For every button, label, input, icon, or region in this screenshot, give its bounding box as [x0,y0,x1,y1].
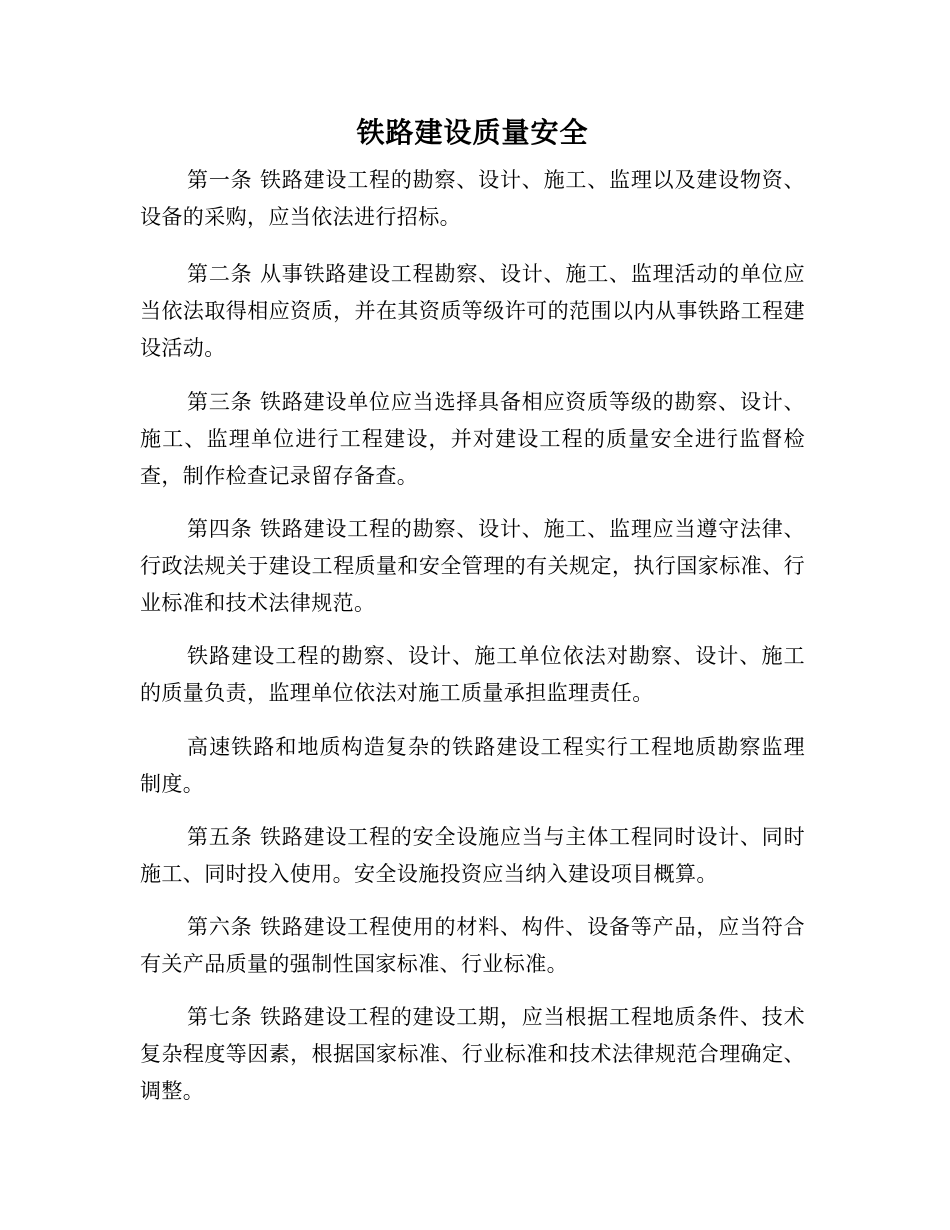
paragraph-article-1: 第一条 铁路建设工程的勘察、设计、施工、监理以及建设物资、设备的采购，应当依法进行招标。 [140,168,805,229]
paragraph-article-2: 第二条 从事铁路建设工程勘察、设计、施工、监理活动的单位应当依法取得相应资质，并在其资质等级许可的范围以内从事铁路工程建设活动。 [140,262,805,360]
paragraph-article-7: 第七条 铁路建设工程的建设工期，应当根据工程地质条件、技术复杂程度等因素，根据国家标准、行业标准和技术法律规范合理确定、调整。 [140,1005,805,1103]
paragraph-article-4: 第四条 铁路建设工程的勘察、设计、施工、监理应当遵守法律、行政法规关于建设工程质量和安全管理的有关规定，执行国家标准、行业标准和技术法律规范。 [140,517,805,615]
paragraph-article-3: 第三条 铁路建设单位应当选择具备相应资质等级的勘察、设计、施工、监理单位进行工程建设，并对建设工程的质量安全进行监督检查，制作检查记录留存备查。 [140,390,805,488]
paragraph-article-5: 第五条 铁路建设工程的安全设施应当与主体工程同时设计、同时施工、同时投入使用。安全设施投资应当纳入建设项目概算。 [140,825,805,886]
paragraph-article-4-clause-2: 铁路建设工程的勘察、设计、施工单位依法对勘察、设计、施工的质量负责，监理单位依法对施工质量承担监理责任。 [140,644,805,705]
paragraph-article-6: 第六条 铁路建设工程使用的材料、构件、设备等产品，应当符合有关产品质量的强制性国家标准、行业标准。 [140,915,805,976]
paragraph-article-4-clause-3: 高速铁路和地质构造复杂的铁路建设工程实行工程地质勘察监理制度。 [140,735,805,796]
document-title: 铁路建设质量安全 [356,116,589,149]
